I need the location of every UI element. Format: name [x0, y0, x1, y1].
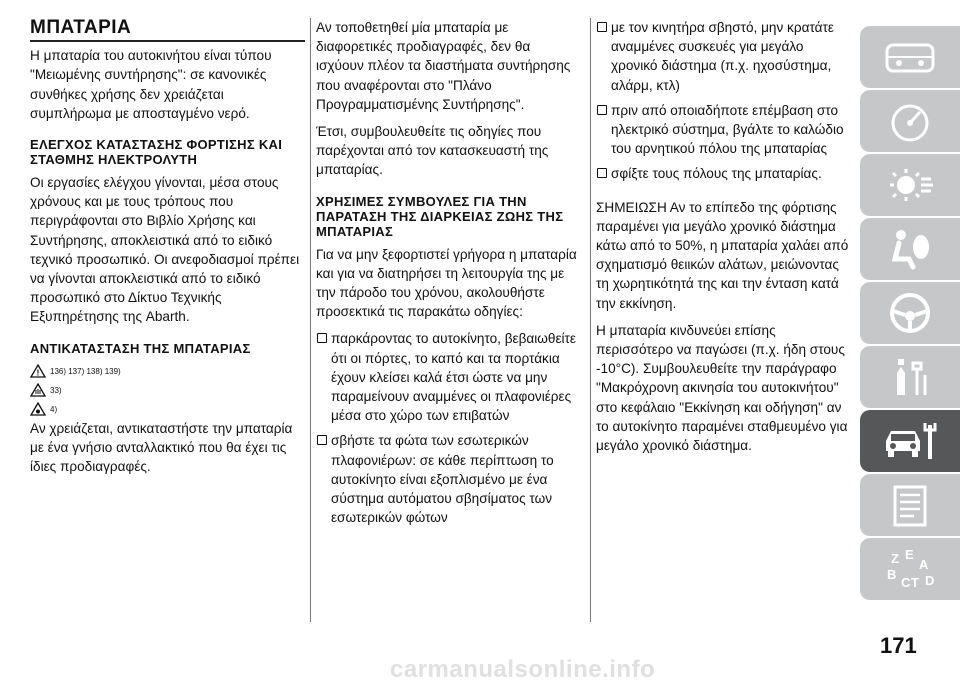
alphabetical-index-icon [881, 545, 939, 593]
environment-refs: 4) [50, 404, 58, 414]
list-item: σβήστε τα φώτα των εσωτερικών πλαφονιέρων: σε κάθε περίπτωση το αυτοκίνητο είναι εξοπλισμένο με ένα σύστημα αυτόματου σβησίματος των εσωτερικών φώτων [316, 431, 581, 527]
tips-list-continued [596, 18, 851, 184]
tab-instruments[interactable] [860, 90, 960, 152]
check-paragraph: Οι εργασίες ελέγχου γίνονται, μέσα στους χρόνους και με τους τρόπους που περιγράφονται στο Βιβλίο Χρήσης και Συντήρησης, αποκλειστικά από το ειδικό τεχνικό προσωπικό. Οι ανεφοδιασμοί πρέπει να γίνονται αποκλειστικά από το ειδικό προσωπικό στο Δίκτυο Τεχνικής Εξυπηρέτησης της Abarth. [30, 175, 300, 325]
svg-text:D: D [925, 573, 935, 588]
cold-paragraph: Η μπαταρία κινδυνεύει επίσης περισσότερο να παγώσει (π.χ. ήδη στους -10°C). Συμβουλευθείτε την παράγραφο "Μακρόχρονη ακινησία του αυτοκινήτου" στο κεφάλαιο "Εκκίνηση και οδήγηση" αν το αυτοκίνητο παραμένει σταθμευμένο για μεγάλο χρονικό διάστημα. [596, 322, 848, 454]
column-divider [310, 18, 311, 622]
tab-safety[interactable] [860, 218, 960, 280]
section-heading-replace: ΑΝΤΙΚΑΤΑΣΤΑΣΗ ΤΗΣ ΜΠΑΤΑΡΙΑΣ [30, 340, 251, 356]
intro-paragraph: Η μπαταρία του αυτοκινήτου είναι τύπου "Μειωμένης συντήρησης": σε κανονικές συνθήκες χρήσης δεν χρειάζεται συμπλήρωμα με αποσταγμένο νερό. [30, 48, 272, 121]
warning-lights-icon [881, 161, 939, 209]
caution-hand-icon [30, 383, 46, 397]
environment-leaf-icon [30, 402, 46, 416]
tab-maintenance[interactable] [860, 410, 960, 472]
tips-list [316, 329, 581, 527]
page-number: 171 [880, 633, 917, 658]
column-3 [596, 18, 851, 463]
car-wrench-icon [881, 417, 939, 465]
speedometer-icon [881, 97, 939, 145]
manufacturer-paragraph: Έτσι, συμβουλευθείτε τις οδηγίες που παρέχονται από τον κατασκευαστή της μπαταρίας. [316, 124, 549, 178]
roadside-tools-icon [881, 353, 939, 401]
replace-paragraph: Αν χρειάζεται, αντικαταστήστε την μπαταρία με ένα γνήσιο ανταλλακτικό που θα έχει τις ίδιες προδιαγραφές. [30, 420, 293, 475]
page-title: ΜΠΑΤΑΡΙΑ [30, 18, 305, 42]
svg-text:A: A [919, 557, 929, 572]
column-2 [316, 18, 581, 535]
car-dashboard-icon [881, 33, 939, 81]
environment-ref-row [30, 400, 305, 419]
list-item: σφίξτε τους πόλους της μπαταρίας. [596, 164, 851, 183]
list-item: με τον κινητήρα σβηστό, μην κρατάτε αναμμένες συσκευές για μεγάλο χρονικό διάστημα (π.χ. ηχοσύστημα, αλάρμ, κτλ) [596, 18, 851, 95]
column-divider [590, 18, 591, 622]
warning-triangle-icon [30, 364, 46, 378]
svg-text:B: B [887, 567, 897, 582]
steering-wheel-icon [881, 289, 939, 337]
section-heading-check: ΕΛΕΓΧΟΣ ΚΑΤΑΣΤΑΣΗΣ ΦΟΡΤΙΣΗΣ ΚΑΙ ΣΤΑΘΜΗΣ ΗΛΕΚΤΡΟΛΥΤΗ [30, 137, 283, 168]
svg-text:T: T [911, 575, 919, 590]
watermark: carmanualsonline.info [390, 656, 656, 683]
column-1 [30, 18, 305, 484]
note-paragraph: ΣΗΜΕΙΩΣΗ Αν το επίπεδο της φόρτισης παραμένει για μεγάλο χρονικό διάστημα κάτω από το 50%, η μπαταρία χαλάει από σχηματισμό θειικών αλάτων, μειώνοντας τη χωρητικότητά της και την ένταση κατά την εκκίνηση. [596, 199, 849, 311]
warning-ref-row [30, 362, 305, 381]
tips-intro-paragraph: Για να μην ξεφορτιστεί γρήγορα η μπαταρία και για να διατηρήσει τη λειτουργία της με την πάροδο του χρόνου, ακολουθήστε προσεκτικά τις παρακάτω οδηγίες: [316, 246, 577, 320]
tab-emergency[interactable] [860, 346, 960, 408]
svg-text:C: C [901, 575, 911, 590]
list-item: πριν από οποιαδήποτε επέμβαση στο ηλεκτρικό σύστημα, βγάλτε το καλώδιο του αρνητικού πόλου της μπαταρίας [596, 101, 851, 159]
list-item: παρκάροντας το αυτοκίνητο, βεβαιωθείτε ότι οι πόρτες, το καπό και τα πορτάκια έχουν κλείσει καλά έτσι ώστε να μην παραμείνουν αναμμένες οι πλαφονιέρες μέσα στο χώρο των επιβατών [316, 329, 581, 425]
tab-technical-data[interactable] [860, 474, 960, 536]
svg-text:!: ! [36, 368, 40, 378]
airbag-icon [881, 225, 939, 273]
svg-text:Z: Z [891, 551, 899, 566]
tab-index[interactable] [860, 538, 960, 600]
tab-driving[interactable] [860, 282, 960, 344]
svg-text:E: E [905, 547, 914, 562]
caution-refs: 33) [50, 385, 62, 395]
spec-paragraph: Αν τοποθετηθεί μία μπαταρία με διαφορετικές προδιαγραφές, δεν θα ισχύουν πλέον τα διαστήματα συντήρησης που αναφέρονται στο "Πλάνο Προγραμματισμένης Συντήρησης". [316, 20, 571, 112]
specifications-list-icon [881, 481, 939, 529]
chapter-tabs [860, 26, 960, 602]
caution-ref-row [30, 381, 305, 400]
section-heading-tips: ΧΡΗΣΙΜΕΣ ΣΥΜΒΟΥΛΕΣ ΓΙΑ ΤΗΝ ΠΑΡΑΤΑΣΗ ΤΗΣ ΔΙΑΡΚΕΙΑΣ ΖΩΗΣ ΤΗΣ ΜΠΑΤΑΡΙΑΣ [316, 193, 564, 239]
tab-warning-lights[interactable] [860, 154, 960, 216]
warning-refs: 136) 137) 138) 139) [50, 366, 121, 376]
tab-dashboard[interactable] [860, 26, 960, 88]
